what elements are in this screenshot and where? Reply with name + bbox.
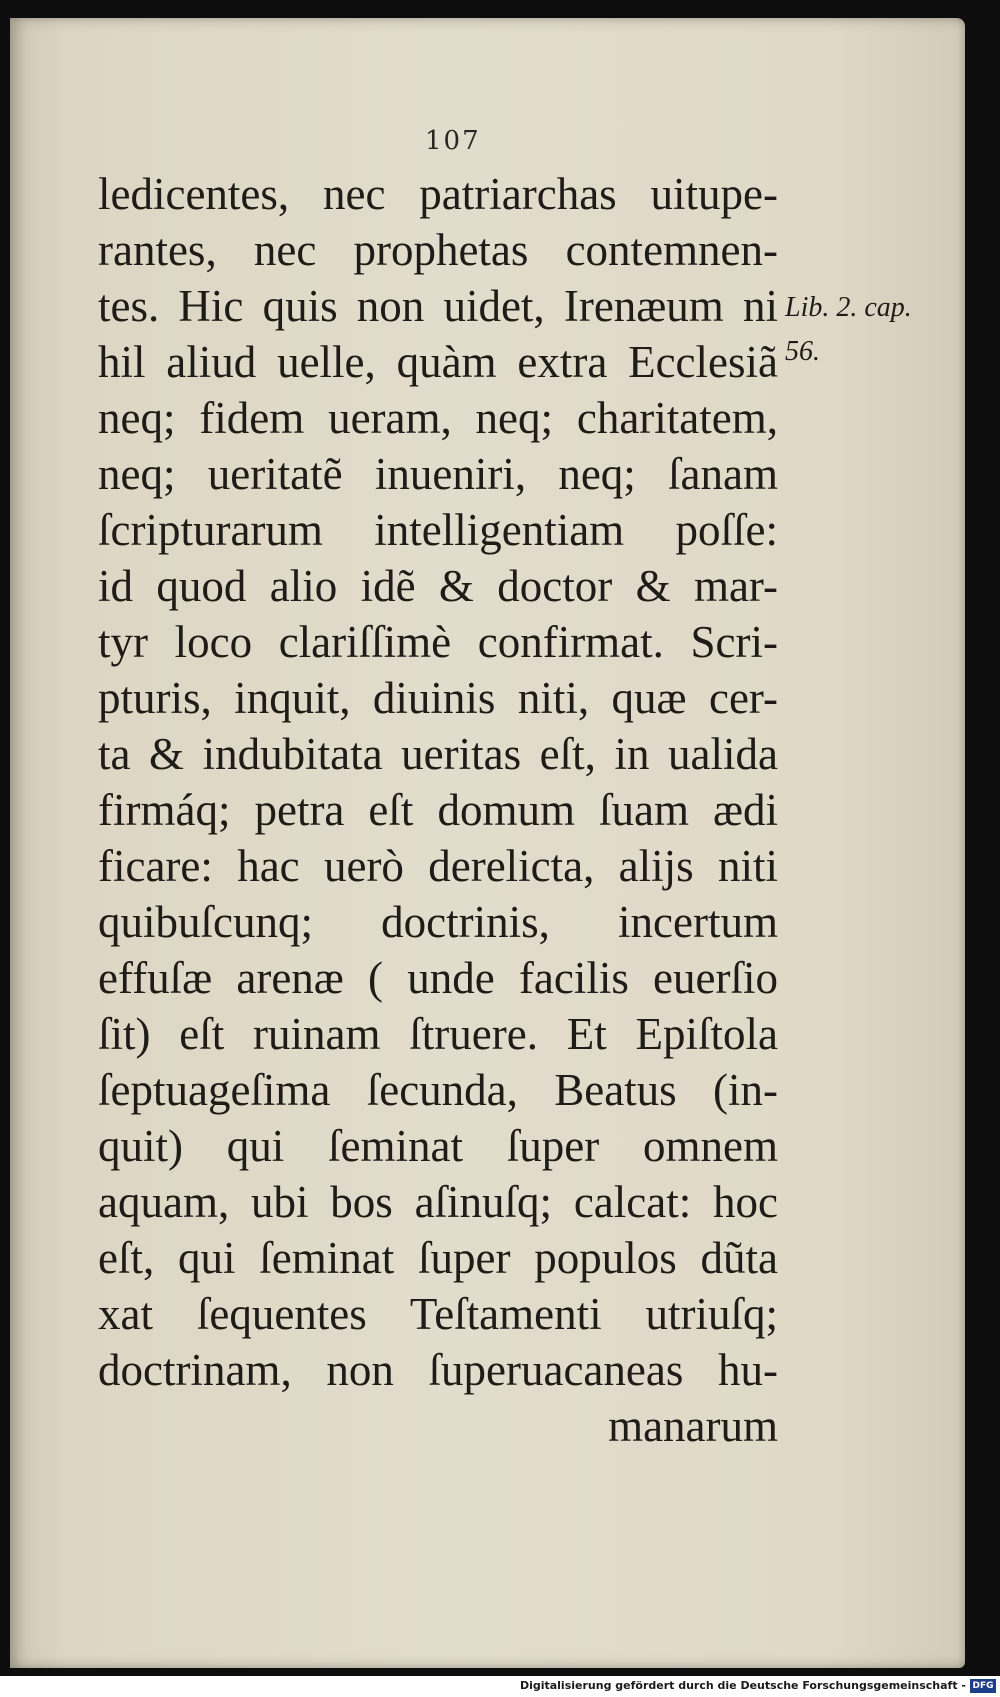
text-line: xat ſequentes Teſtamenti utriuſq; [98,1289,778,1339]
marginal-note [785,286,912,374]
text-line: firmáq; petra eſt domum ſuam ædi [98,785,778,835]
text-line: pturis, inquit, diuinis niti, quæ cer- [98,673,778,723]
book-page [10,18,965,1668]
marginal-note-reference: Lib. 2. cap. [785,292,912,323]
text-line: tyr loco clariſſimè confirmat. Scri- [98,617,778,667]
catchword: manarum [608,1401,778,1451]
text-line: rantes, nec prophetas contemnen- [98,225,778,275]
dfg-logo-icon: DFG [970,1679,996,1693]
text-line: ſeptuageſima ſecunda, Beatus (in- [98,1065,778,1115]
text-line: effuſæ arenæ ( unde facilis euerſio [98,953,778,1003]
text-line: quibuſcunq; doctrinis, incertum [98,897,778,947]
text-line: ficare: hac uerò derelicta, alijs niti [98,841,778,891]
text-line: id quod alio idẽ & doctor & mar- [98,561,778,611]
page-number: 107 [425,126,481,156]
main-text-block [98,166,778,1454]
text-line: ledicentes, nec patriarchas uitupe- [98,169,778,219]
text-line: ſcripturarum intelligentiam poſſe: [98,505,778,555]
text-line: neq; ueritatẽ inueniri, neq; ſanam [98,449,778,499]
digitization-footer [0,1676,1000,1697]
text-line: doctrinam, non ſuperuacaneas hu- [98,1345,778,1395]
text-line: aquam, ubi bos aſinuſq; calcat: hoc [98,1177,778,1227]
text-line: eſt, qui ſeminat ſuper populos dũta [98,1233,778,1283]
funding-credit: Digitalisierung gefördert durch die Deutsche Forschungsgemeinschaft - [519,1679,966,1692]
text-line: ſit) eſt ruinam ſtruere. Et Epiſtola [98,1009,778,1059]
text-line: ta & indubitata ueritas eſt, in ualida [98,729,778,779]
text-line: hil aliud uelle, quàm extra Ecclesiã [98,337,778,387]
text-line: tes. Hic quis non uidet, Irenæum ni [98,281,778,331]
marginal-note-chapter: 56. [785,336,820,367]
text-line: quit) qui ſeminat ſuper omnem [98,1121,778,1171]
text-line: neq; fidem ueram, neq; charitatem, [98,393,778,443]
